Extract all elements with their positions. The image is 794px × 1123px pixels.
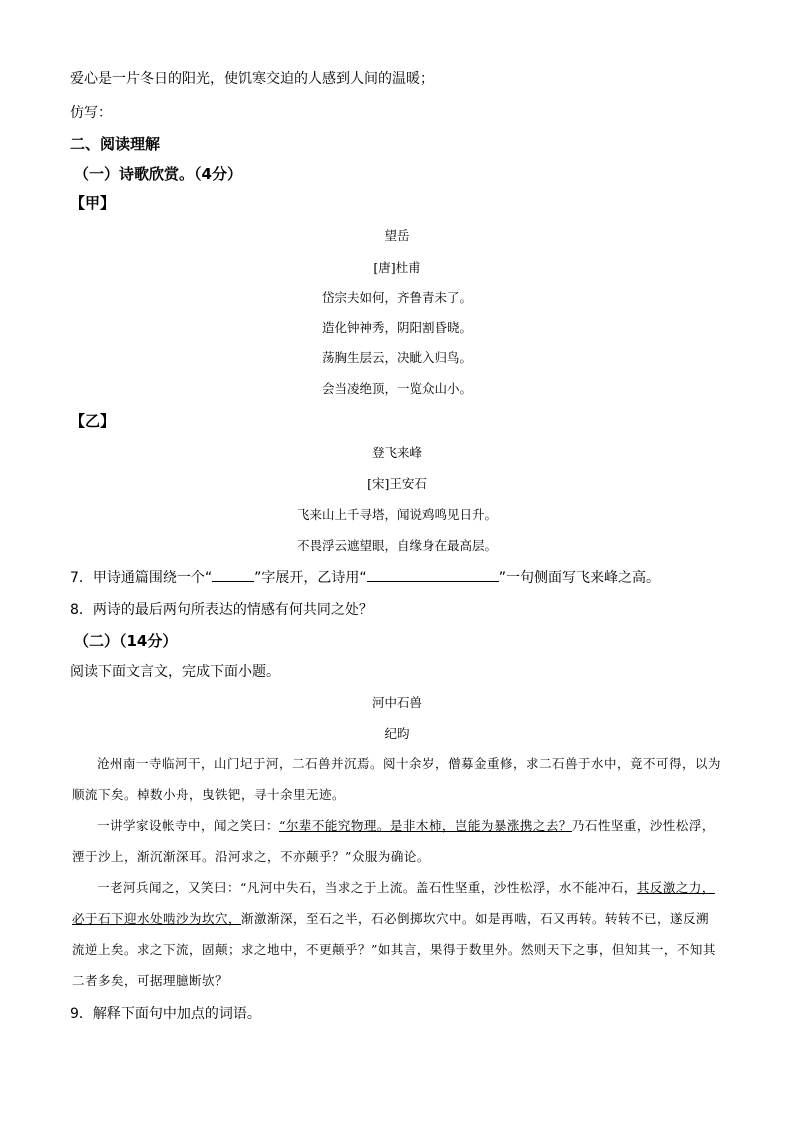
p3-text-b: 渐激渐深，至石之半，石必倒掷坎穴中。如是再啮，石又再转。转转不已，遂反溯流逆上矣。求之下流，固颠；求之地中，不更颠乎？”如其言，果得于数里外。然则天下之事，但知其一，不知其二者多矣，可据理臆断欤？ <box>72 911 716 988</box>
intro-line-1: 爱心是一片冬日的阳光，使饥寒交迫的人感到人间的温暖； <box>70 71 434 87</box>
question-7 <box>70 567 660 587</box>
question-9: 9．解释下面句中加点的词语。 <box>70 1006 261 1022</box>
essay-paragraph-1: 沧州南一寺临河干，山门圮于河，二石兽并沉焉。阅十余岁，僧募金重修，求二石兽于水中，竟不可得，以为顺流下矣。棹数小舟，曳铁钯，寻十余里无迹。 <box>72 756 722 802</box>
poem2-line: 不畏浮云遮望眼，自缘身在最高层。 <box>296 538 497 553</box>
poem2-line: 飞来山上千寻塔，闻说鸡鸣见日升。 <box>296 507 497 522</box>
intro-line-2: 仿写： <box>70 105 112 121</box>
essay-paragraph-3 <box>72 872 722 996</box>
q7-blank-2[interactable] <box>367 569 499 582</box>
poem1-title: 望岳 <box>384 228 410 243</box>
p2-text-a: 一讲学家设帐寺中，闻之笑曰： <box>97 818 280 833</box>
poem2-title: 登飞来峰 <box>371 445 422 460</box>
part2-instruction: 阅读下面文言文，完成下面小题。 <box>70 664 280 680</box>
p3-underlined: 其反激之力，必于石下迎水处啮沙为坎穴， <box>72 880 715 926</box>
section-title: 二、阅读理解 <box>70 135 161 153</box>
p2-underlined: “尔辈不能究物理。是非木柿，岂能为暴涨携之去？ <box>279 818 572 833</box>
part2-title: （二）（14分） <box>74 632 178 650</box>
question-8: 8．两诗的最后两句所表达的情感有何共同之处？ <box>70 602 373 618</box>
essay-title: 河中石兽 <box>371 695 422 710</box>
poem1-author: [唐]杜甫 <box>373 260 421 275</box>
q7-suffix: ”一句侧面写飞来峰之高。 <box>498 570 660 586</box>
part1-title: （一）诗歌欣赏。（4分） <box>74 165 242 183</box>
q7-prefix: 7．甲诗通篇围绕一个“ <box>70 570 213 586</box>
p2-text-b: 乃石性坚重，沙性松浮，湮于沙上，渐沉渐深耳。沿河求之，不亦颠乎？”众服为确论。 <box>72 818 715 864</box>
essay-paragraph-2 <box>72 810 722 872</box>
p3-text-a: 一老河兵闻之，又笑曰：“凡河中失石，当求之于上流。盖石性坚重，沙性松浮，水不能冲石， <box>97 880 637 895</box>
jia-label: 【甲】 <box>70 194 116 212</box>
poem2-author: [宋]王安石 <box>367 476 427 491</box>
poem1-line: 岱宗夫如何，齐鲁青未了。 <box>321 290 472 305</box>
essay-author: 纪昀 <box>384 726 410 741</box>
q7-blank-1[interactable] <box>212 569 254 582</box>
yi-label: 【乙】 <box>70 412 116 430</box>
poem1-line: 造化钟神秀，阴阳割昏晓。 <box>321 320 472 335</box>
poem1-line: 会当凌绝顶，一览众山小。 <box>321 381 472 396</box>
q7-mid: ”字展开，乙诗用“ <box>254 570 367 586</box>
poem1-line: 荡胸生层云，决眦入归鸟。 <box>321 350 472 365</box>
